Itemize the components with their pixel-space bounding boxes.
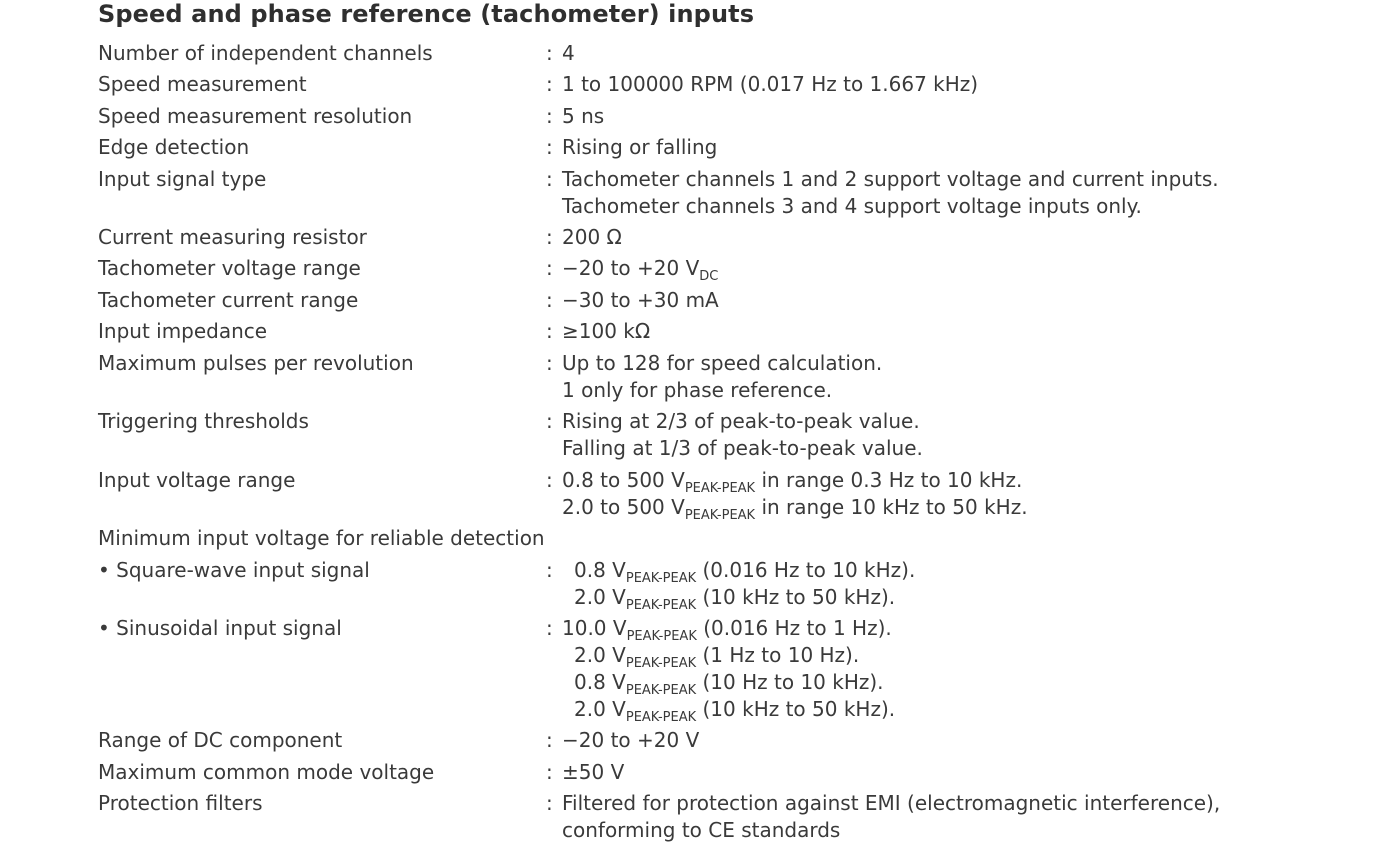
- spec-label: Speed measurement resolution: [98, 104, 413, 128]
- spec-value: 1 to 100000 RPM (0.017 Hz to 1.667 kHz): [562, 72, 979, 96]
- spec-value: [562, 255, 718, 282]
- spec-value: ≥100 kΩ: [562, 319, 651, 343]
- spec-value-line: [562, 669, 895, 696]
- spec-value-line: [562, 467, 1028, 494]
- value-post: (1 Hz to 10 Hz).: [696, 643, 860, 667]
- spec-colon: :: [546, 760, 553, 784]
- spec-colon: :: [546, 72, 553, 96]
- value-post: (10 kHz to 50 kHz).: [696, 697, 896, 721]
- spec-colon: :: [546, 791, 553, 815]
- spec-value: Rising or falling: [562, 135, 718, 159]
- value-post: (10 Hz to 10 kHz).: [696, 670, 884, 694]
- spec-colon: :: [546, 409, 553, 433]
- spec-value-line: conforming to CE standards: [562, 818, 841, 842]
- value-post: in range 10 kHz to 50 kHz.: [755, 495, 1028, 519]
- spec-value-line: [562, 584, 915, 611]
- spec-label: Number of independent channels: [98, 41, 433, 65]
- spec-label: Current measuring resistor: [98, 225, 367, 249]
- spec-value-text: −20 to +20 V: [562, 256, 700, 280]
- spec-label: Triggering thresholds: [98, 409, 309, 433]
- value-pre: 0.8 V: [574, 558, 626, 582]
- spec-value-line: [562, 696, 895, 723]
- value-pre: 2.0 V: [574, 643, 626, 667]
- spec-label: Speed measurement: [98, 72, 307, 96]
- spec-value-line: [562, 557, 915, 584]
- subscript: PEAK-PEAK: [625, 571, 697, 586]
- subscript: PEAK-PEAK: [626, 629, 697, 644]
- spec-value-line: Rising at 2/3 of peak-to-peak value.: [562, 409, 920, 433]
- spec-value: [562, 467, 1028, 521]
- spec-label: Input voltage range: [98, 468, 296, 492]
- value-post: (10 kHz to 50 kHz).: [696, 585, 896, 609]
- spec-value-line: Tachometer channels 3 and 4 support voltage inputs only.: [562, 194, 1142, 218]
- value-post: (0.016 Hz to 1 Hz).: [696, 616, 892, 640]
- spec-value-line: [562, 494, 1028, 521]
- subscript: PEAK-PEAK: [625, 656, 697, 671]
- spec-value: 5 ns: [562, 104, 605, 128]
- spec-colon: :: [546, 728, 553, 752]
- subscript: PEAK-PEAK: [625, 598, 697, 613]
- spec-label: Tachometer voltage range: [98, 256, 361, 280]
- spec-value: [562, 615, 895, 723]
- value-post: (0.016 Hz to 10 kHz).: [696, 558, 916, 582]
- spec-label: Input impedance: [98, 319, 268, 343]
- spec-value-line: Falling at 1/3 of peak-to-peak value.: [562, 436, 923, 460]
- subscript: PEAK-PEAK: [684, 481, 756, 496]
- page-title: Speed and phase reference (tachometer) inputs: [98, 0, 755, 28]
- spec-colon: :: [546, 319, 553, 343]
- value-pre: 2.0 to 500 V: [562, 495, 685, 519]
- spec-label: Range of DC component: [98, 728, 343, 752]
- spec-label: Maximum pulses per revolution: [98, 351, 414, 375]
- spec-label: Tachometer current range: [98, 288, 359, 312]
- spec-subheading: Minimum input voltage for reliable detection: [98, 526, 545, 550]
- spec-value: −30 to +30 mA: [562, 288, 719, 312]
- subscript: PEAK-PEAK: [625, 710, 697, 725]
- subscript: PEAK-PEAK: [625, 683, 697, 698]
- spec-label: Maximum common mode voltage: [98, 760, 435, 784]
- spec-label: Input signal type: [98, 167, 267, 191]
- spec-colon: :: [546, 104, 553, 128]
- spec-value-line: Up to 128 for speed calculation.: [562, 351, 883, 375]
- spec-value-line: [562, 642, 895, 669]
- subscript: PEAK-PEAK: [684, 508, 756, 523]
- spec-colon: :: [546, 288, 553, 312]
- spec-value: 4: [562, 41, 575, 65]
- value-post: in range 0.3 Hz to 10 kHz.: [755, 468, 1023, 492]
- spec-value: ±50 V: [562, 760, 625, 784]
- spec-colon: :: [546, 41, 553, 65]
- subscript: DC: [699, 269, 719, 284]
- spec-label: Edge detection: [98, 135, 250, 159]
- spec-value: 200 Ω: [562, 225, 622, 249]
- value-pre: 0.8 V: [574, 670, 626, 694]
- value-pre: 10.0 V: [562, 616, 627, 640]
- spec-colon: :: [546, 558, 553, 582]
- value-pre: 2.0 V: [574, 697, 626, 721]
- spec-label: • Sinusoidal input signal: [98, 616, 342, 640]
- spec-value-line: Filtered for protection against EMI (electromagnetic interference),: [562, 791, 1221, 815]
- spec-colon: :: [546, 225, 553, 249]
- spec-label: • Square-wave input signal: [98, 558, 370, 582]
- spec-value-line: 1 only for phase reference.: [562, 378, 833, 402]
- spec-colon: :: [546, 351, 553, 375]
- spec-colon: :: [546, 256, 553, 280]
- spec-value: −20 to +20 V: [562, 728, 700, 752]
- spec-value: [562, 408, 923, 462]
- spec-value-line: Tachometer channels 1 and 2 support voltage and current inputs.: [562, 167, 1219, 191]
- spec-colon: :: [546, 167, 553, 191]
- value-pre: 2.0 V: [574, 585, 626, 609]
- value-pre: 0.8 to 500 V: [562, 468, 685, 492]
- spec-value: [562, 790, 1220, 844]
- spec-colon: :: [546, 468, 553, 492]
- spec-value: [562, 350, 882, 404]
- spec-value: [562, 557, 915, 611]
- spec-colon: :: [546, 616, 553, 640]
- spec-value-line: [562, 615, 895, 642]
- spec-label: Protection filters: [98, 791, 263, 815]
- spec-value: [562, 166, 1219, 220]
- spec-colon: :: [546, 135, 553, 159]
